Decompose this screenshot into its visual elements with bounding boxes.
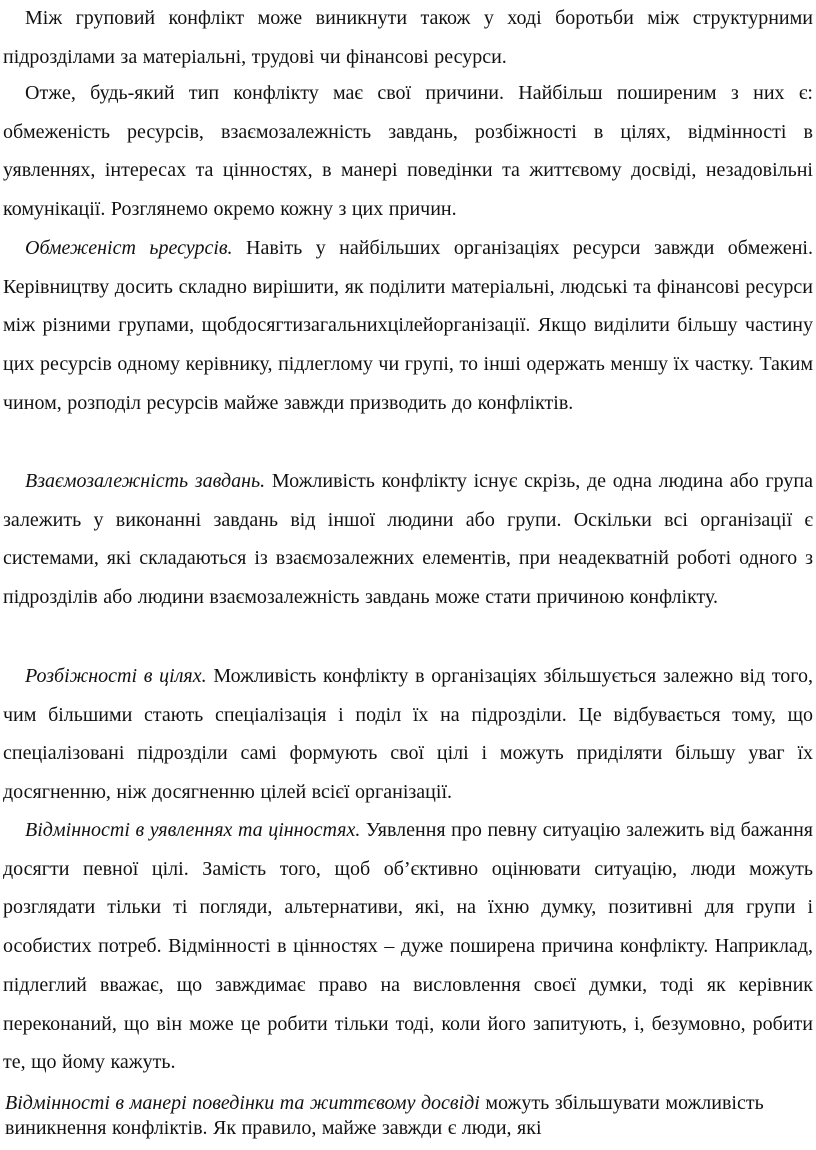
paragraph-lead: Відмінності в уявленнях та цінностях. (25, 819, 361, 841)
paragraph-goal-differences (3, 657, 813, 812)
paragraph-task-interdependence (3, 462, 813, 617)
paragraph-lead: Обмеженіст ьресурсів. (25, 237, 233, 259)
paragraph-limited-resources (3, 229, 813, 423)
paragraph-lead: Відмінності в манері поведінки та життєвому досвіді (5, 1092, 480, 1114)
paragraph-text: Можливість конфлікту існує скрізь, де одна людина або група залежить у виконанні завдань від іншої людини або групи. Оскільки всі організації є системами, які складаються із взаємозалежних елементів, при неадекватній роботі одного з підрозділів або людини взаємозалежність завдань може стати причиною конфлікту. (3, 470, 813, 609)
paragraph-perception-values (3, 811, 813, 1082)
paragraph-lead: Взаємозалежність завдань. (25, 470, 266, 492)
paragraph-text: Навіть у найбільших організаціях ресурси завжди обмежені. Керівництву досить складно вирішити, як поділити матеріальні, людські та фінансові ресурси між різними групами, щобдосягтизагальнихцілейорганізації. Якщо виділити більшу частину цих ресурсів одному керівнику, підлеглому чи групі, то інші одержать меншу їх частку. Таким чином, розподіл ресурсів майже завжди призводить до конфліктів. (3, 237, 813, 414)
paragraph-intergroup-conflict (3, 0, 813, 76)
paragraph-text: можуть збільшувати можливість виникнення конфліктів. Як правило, майже завжди є люди, які (5, 1092, 764, 1139)
paragraph-text: Між груповий конфлікт може виникнути також у ході боротьби між структурними підрозділами за матеріальні, трудові чи фінансові ресурси. (3, 7, 813, 68)
paragraph-conflict-causes (3, 74, 813, 229)
paragraph-behavior-experience (5, 1091, 815, 1141)
paragraph-text: Можливість конфлікту в організаціях збільшується залежно від того, чим більшими стають спеціалізація і поділ їх на підрозділи. Це відбувається тому, що спеціалізовані підрозділи самі формують свої цілі і можуть приділяти більшу уваг їх досягненню, ніж досягненню цілей всієї організації. (3, 665, 813, 804)
paragraph-text: Отже, будь-який тип конфлікту має свої причини. Найбільш поширеним з них є: обмеженість ресурсів, взаємозалежність завдань, розбіжності в цілях, відмінності в уявленнях, інтересах та цінностях, в манері поведінки та життєвому досвіді, незадовільні комунікації. Розглянемо окремо кожну з цих причин. (3, 82, 813, 221)
paragraph-text: Уявлення про певну ситуацію залежить від бажання досягти певної цілі. Замість того, щоб об’єктивно оцінювати ситуацію, люди можуть розглядати тільки ті погляди, альтернативи, які, на їхню думку, позитивні для групи і особистих потреб. Відмінності в цінностях – дуже поширена причина конфлікту. Наприклад, підлеглий вважає, що завждимає право на висловлення своєї думки, тоді як керівник переконаний, що він може це робити тільки тоді, коли його запитують, і, безумовно, робити те, що йому кажуть. (3, 819, 813, 1074)
paragraph-lead: Розбіжності в цілях. (25, 665, 207, 687)
